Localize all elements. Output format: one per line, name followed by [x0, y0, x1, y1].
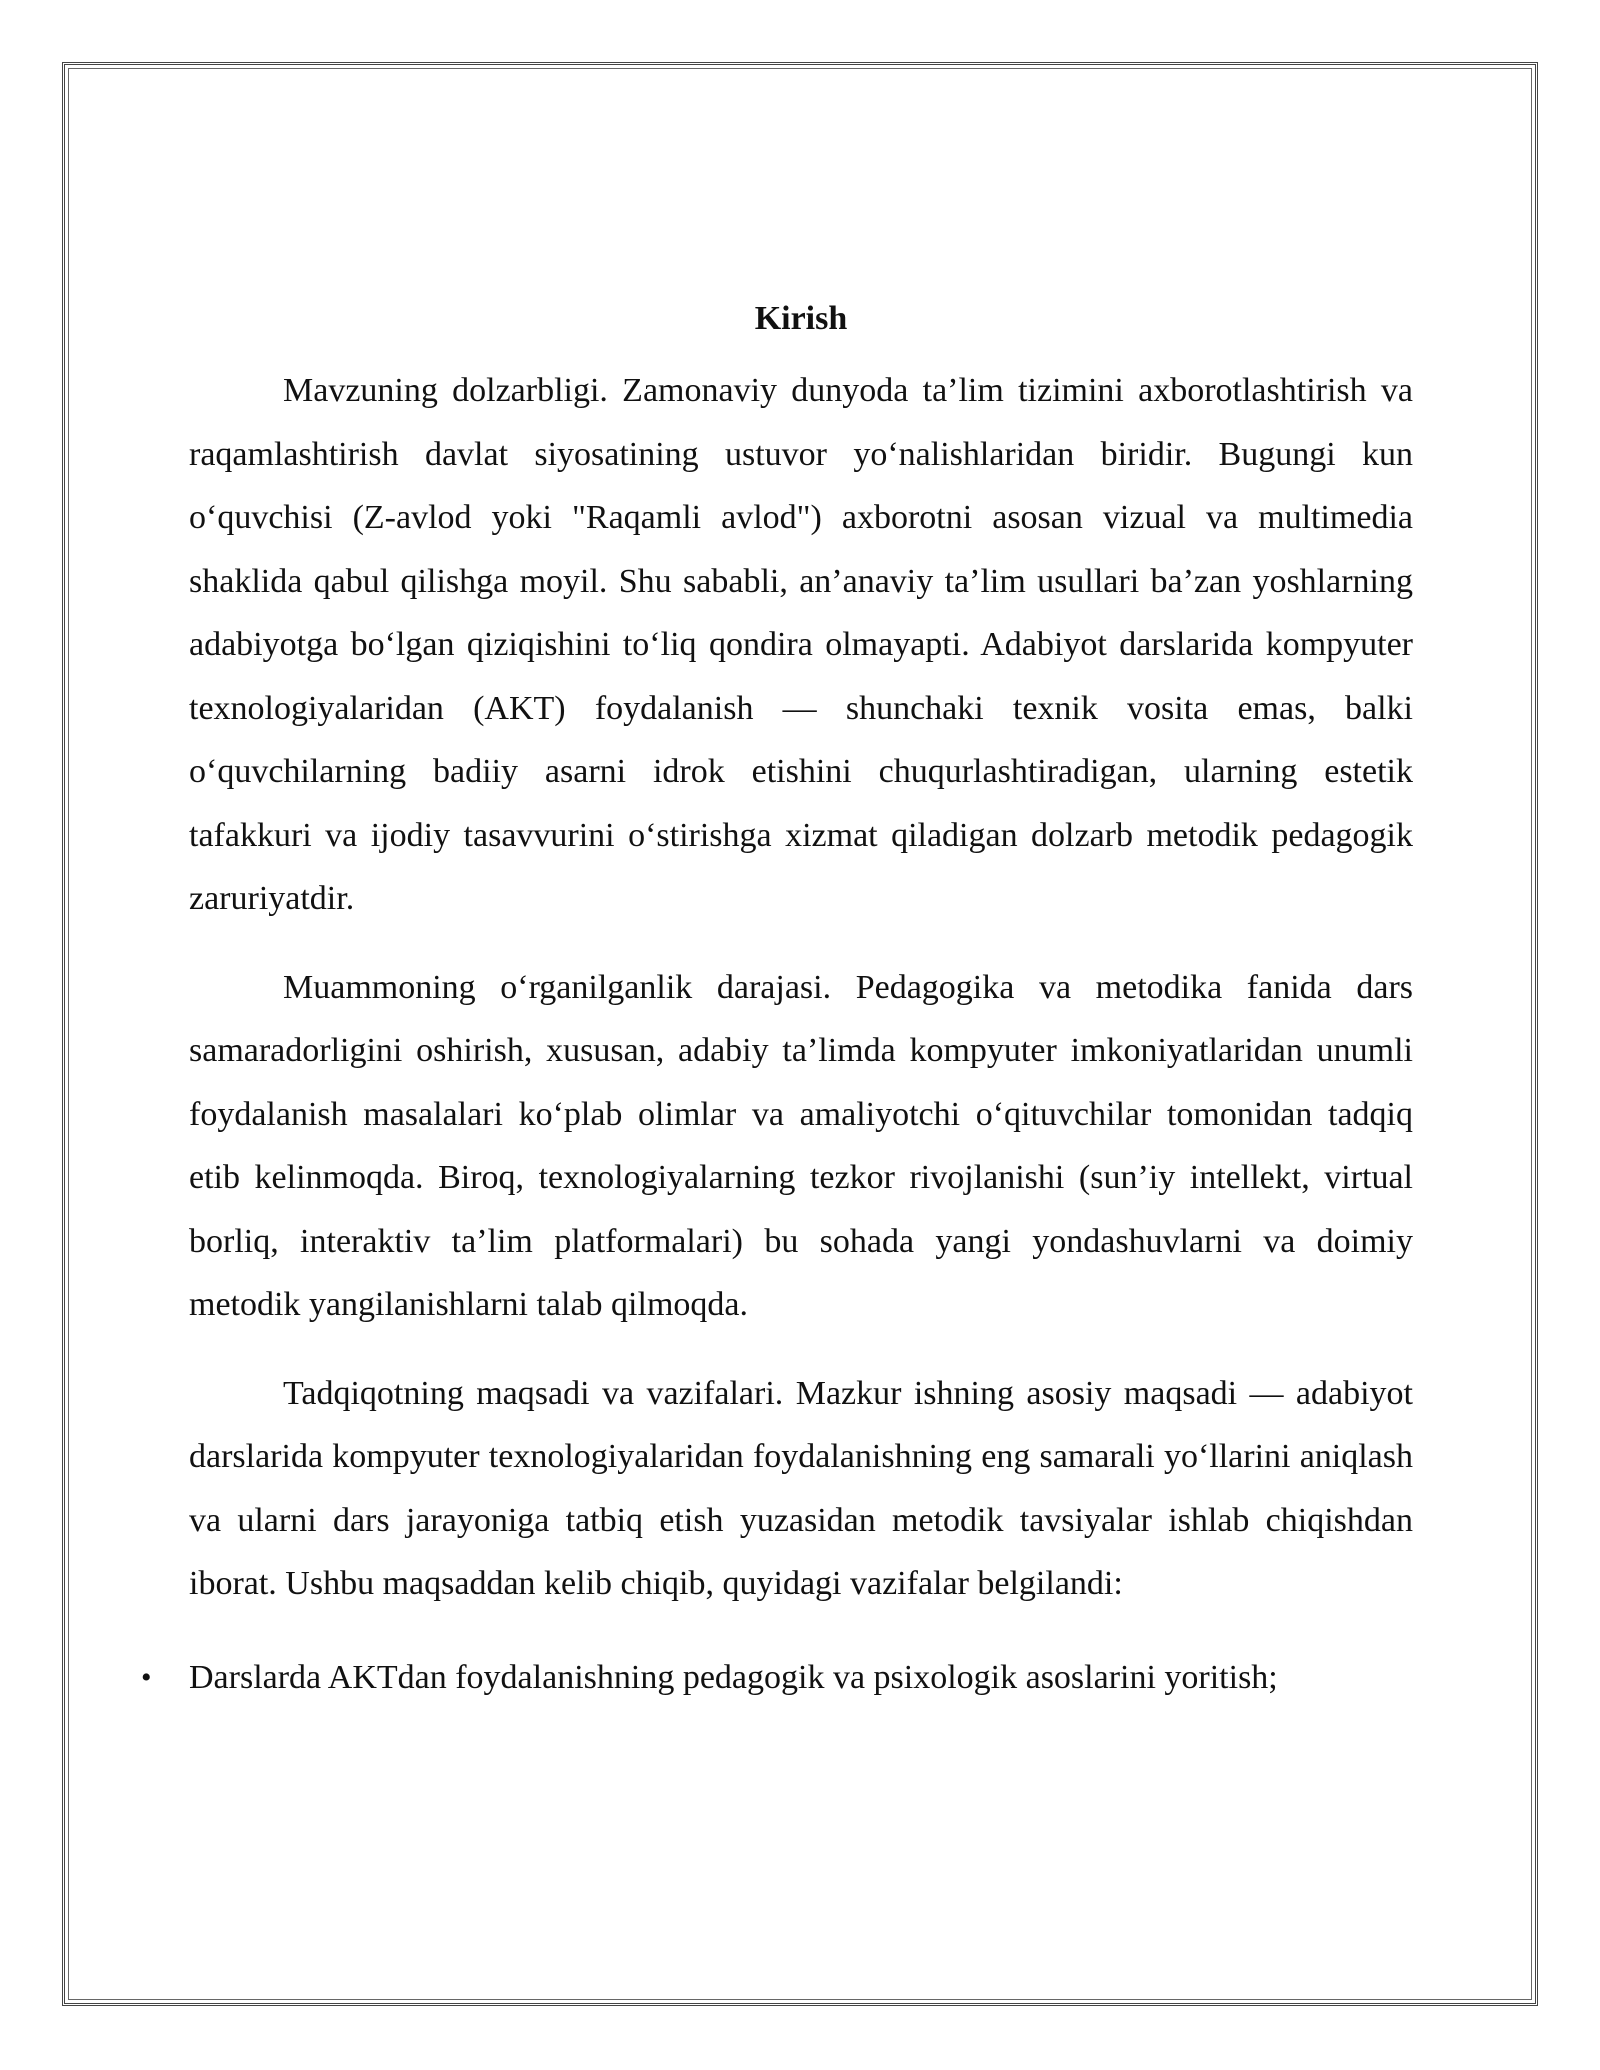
paragraph-relevance: Mavzuning dolzarbligi. Zamonaviy dunyoda ta’lim tizimini axborotlashtirish va raqamlashtirish davlat siyosatining ustuvor yo‘nalishlaridan biridir. Bugungi kun o‘quvchisi (Z-avlod yoki "Raqamli avlod") axborotni asosan vizual va multimedia shaklida qabul qilishga moyil. Shu sababli, an’anaviy ta’lim usullari ba’zan yoshlarning adabiyotga bo‘lgan qiziqishini to‘liq qondira olmayapti. Adabiyot darslarida kompyuter texnologiyalaridan (AKT) foydalanish — shunchaki texnik vosita emas, balki o‘quvchilarning badiiy asarni idrok etishini chuqurlashtiradigan, ularning estetik tafakkuri va ijodiy tasavvurini o‘stirishga xizmat qiladigan dolzarb metodik pedagogik zaruriyatdir.	[189, 372, 1413, 917]
list-item	[141, 1646, 1413, 1710]
list-item-text: Darslarda AKTdan foydalanishning pedagogik va psixologik asoslarini yoritish;	[189, 1658, 1278, 1696]
bullet-icon: •	[141, 1660, 152, 1694]
task-list	[141, 1646, 1413, 1710]
document-body	[141, 295, 1413, 1709]
paragraph-research-level: Muammoning o‘rganilganlik darajasi. Pedagogika va metodika fanida dars samaradorligini oshirish, xususan, adabiy ta’limda kompyuter imkoniyatlaridan unumli foydalanish masalalari ko‘plab olimlar va amaliyotchi o‘qituvchilar tomonidan tadqiq etib kelinmoqda. Biroq, texnologiyalarning tezkor rivojlanishi (sun’iy intellekt, virtual borliq, interaktiv ta’lim platformalari) bu sohada yangi yondashuvlarni va doimiy metodik yangilanishlarni talab qilmoqda.	[189, 968, 1413, 1323]
page-title: Kirish	[754, 300, 848, 337]
paragraph-goals: Tadqiqotning maqsadi va vazifalari. Mazkur ishning asosiy maqsadi — adabiyot darslarida kompyuter texnologiyalaridan foydalanishning eng samarali yo‘llarini aniqlash va ularni dars jarayoniga tatbiq etish yuzasidan metodik tavsiyalar ishlab chiqishdan iborat. Ushbu maqsaddan kelib chiqib, quyidagi vazifalar belgilandi:	[189, 1374, 1413, 1602]
